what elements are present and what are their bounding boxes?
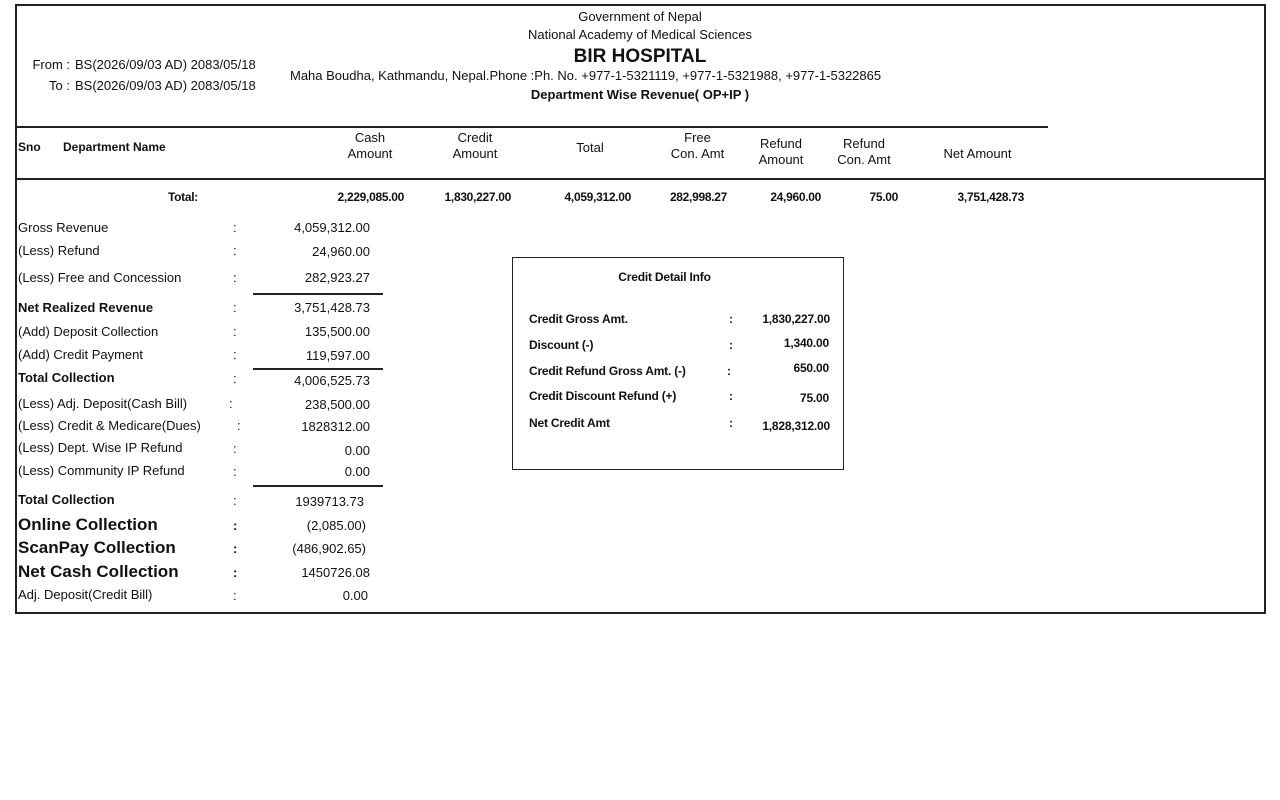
- col-cash-line2: Amount: [347, 146, 393, 161]
- summary-colon: :: [233, 270, 237, 285]
- summary-value: 135,500.00: [304, 324, 370, 339]
- report-title: Department Wise Revenue( OP+IP ): [530, 87, 750, 102]
- summary-colon: :: [233, 441, 237, 456]
- col-free-line1: Free: [684, 130, 711, 145]
- hospital-name: BIR HOSPITAL: [573, 46, 707, 67]
- summary-value: 0.00: [344, 443, 370, 458]
- total-free: 282,998.27: [669, 190, 727, 204]
- credit-detail-title: Credit Detail Info: [618, 270, 711, 284]
- col-refund-line2: Amount: [758, 152, 804, 167]
- credit-detail-colon: :: [729, 338, 733, 352]
- credit-detail-colon: :: [729, 312, 733, 326]
- credit-detail-label: Credit Gross Amt.: [529, 312, 628, 326]
- summary-rule: [253, 293, 383, 295]
- summary-label: (Less) Refund: [18, 243, 100, 258]
- summary-colon: :: [233, 541, 238, 556]
- col-sno: Sno: [18, 140, 41, 154]
- summary-value: 4,059,312.00: [294, 220, 370, 235]
- summary-value: 4,006,525.73: [294, 373, 370, 388]
- summary-colon: :: [233, 371, 237, 386]
- summary-colon: :: [229, 396, 233, 411]
- credit-detail-label: Net Credit Amt: [529, 416, 610, 430]
- summary-colon: :: [233, 565, 238, 580]
- summary-label: Net Realized Revenue: [18, 300, 154, 315]
- table-top-rule: [15, 126, 1048, 128]
- total-total: 4,059,312.00: [564, 190, 631, 204]
- credit-detail-label: Credit Discount Refund (+): [529, 389, 677, 403]
- summary-value: 1828312.00: [301, 419, 370, 434]
- from-date: BS(2026/09/03 AD) 2083/05/18: [75, 57, 256, 72]
- col-cash: [330, 130, 410, 162]
- total-cash: 2,229,085.00: [337, 190, 404, 204]
- total-credit: 1,830,227.00: [444, 190, 511, 204]
- to-date: BS(2026/09/03 AD) 2083/05/18: [75, 78, 256, 93]
- col-credit: [435, 130, 515, 162]
- credit-detail-value: 1,828,312.00: [762, 419, 830, 433]
- summary-label: (Less) Free and Concession: [18, 270, 182, 285]
- government-title: Government of Nepal: [578, 9, 702, 24]
- summary-label: (Less) Credit & Medicare(Dues): [18, 418, 201, 433]
- summary-value: 238,500.00: [304, 397, 370, 412]
- summary-label: (Less) Dept. Wise IP Refund: [18, 440, 183, 455]
- col-free: [655, 130, 740, 162]
- summary-rule: [253, 368, 383, 370]
- summary-label: (Less) Adj. Deposit(Cash Bill): [18, 396, 188, 411]
- total-label: Total:: [168, 190, 198, 204]
- summary-colon: :: [233, 518, 238, 533]
- credit-detail-label: Credit Refund Gross Amt. (-): [529, 364, 686, 378]
- col-cash-line1: Cash: [354, 130, 386, 145]
- summary-colon: :: [233, 324, 237, 339]
- to-label: To :: [49, 78, 70, 93]
- academy-title: National Academy of Medical Sciences: [527, 27, 752, 42]
- summary-colon: :: [233, 347, 237, 362]
- credit-detail-value: 1,340.00: [783, 336, 829, 350]
- col-credit-line2: Amount: [452, 146, 498, 161]
- col-free-line2: Con. Amt: [670, 146, 725, 161]
- summary-colon: :: [233, 588, 237, 603]
- hospital-address: Maha Boudha, Kathmandu, Nepal.Phone :Ph. No. +977-1-5321119, +977-1-5321988, +977-1-5322865: [290, 68, 882, 83]
- credit-detail-colon: :: [727, 364, 731, 378]
- summary-colon: :: [233, 493, 237, 508]
- credit-detail-value: 75.00: [799, 391, 829, 405]
- summary-colon: :: [233, 243, 237, 258]
- col-total: Total: [576, 140, 604, 155]
- summary-label: Adj. Deposit(Credit Bill): [18, 587, 153, 602]
- col-department: Department Name: [63, 140, 166, 154]
- summary-value: (2,085.00): [306, 518, 366, 533]
- summary-value: 3,751,428.73: [294, 300, 370, 315]
- summary-label: Total Collection: [18, 492, 115, 507]
- col-refund-con-line2: Con. Amt: [837, 152, 891, 167]
- summary-colon: :: [233, 220, 237, 235]
- col-refund: [745, 136, 817, 168]
- summary-label: (Less) Community IP Refund: [18, 463, 185, 478]
- summary-value: 1939713.73: [295, 494, 364, 509]
- summary-colon: :: [233, 464, 237, 479]
- col-refund-con-line1: Refund: [843, 136, 885, 151]
- summary-colon: :: [233, 300, 237, 315]
- from-label: From :: [32, 57, 70, 72]
- summary-label: Gross Revenue: [18, 220, 109, 235]
- summary-value: 0.00: [344, 464, 370, 479]
- col-refund-con: [828, 136, 900, 168]
- table-header-rule: [15, 178, 1266, 180]
- credit-detail-value: 650.00: [793, 361, 829, 375]
- summary-label: (Add) Deposit Collection: [18, 324, 159, 339]
- summary-value: 0.00: [342, 588, 368, 603]
- col-credit-line1: Credit: [457, 130, 493, 145]
- total-refund-con: 75.00: [869, 190, 898, 204]
- credit-detail-value: 1,830,227.00: [762, 312, 830, 326]
- total-net: 3,751,428.73: [957, 190, 1024, 204]
- summary-rule: [253, 485, 383, 487]
- summary-label: Total Collection: [18, 370, 115, 385]
- summary-label: Net Cash Collection: [18, 562, 179, 581]
- summary-value: 1450726.08: [301, 565, 370, 580]
- summary-label: (Add) Credit Payment: [18, 347, 143, 362]
- summary-value: 119,597.00: [305, 348, 370, 363]
- col-net: Net Amount: [943, 146, 1012, 161]
- summary-colon: :: [237, 418, 241, 433]
- summary-label: ScanPay Collection: [18, 538, 176, 557]
- summary-label: Online Collection: [18, 515, 158, 534]
- total-refund: 24,960.00: [770, 190, 821, 204]
- credit-detail-colon: :: [729, 416, 733, 430]
- summary-value: 24,960.00: [312, 244, 370, 259]
- summary-value: 282,923.27: [304, 270, 370, 285]
- credit-detail-label: Discount (-): [529, 338, 594, 352]
- col-refund-line1: Refund: [760, 136, 802, 151]
- summary-value: (486,902.65): [292, 541, 366, 556]
- credit-detail-colon: :: [729, 389, 733, 403]
